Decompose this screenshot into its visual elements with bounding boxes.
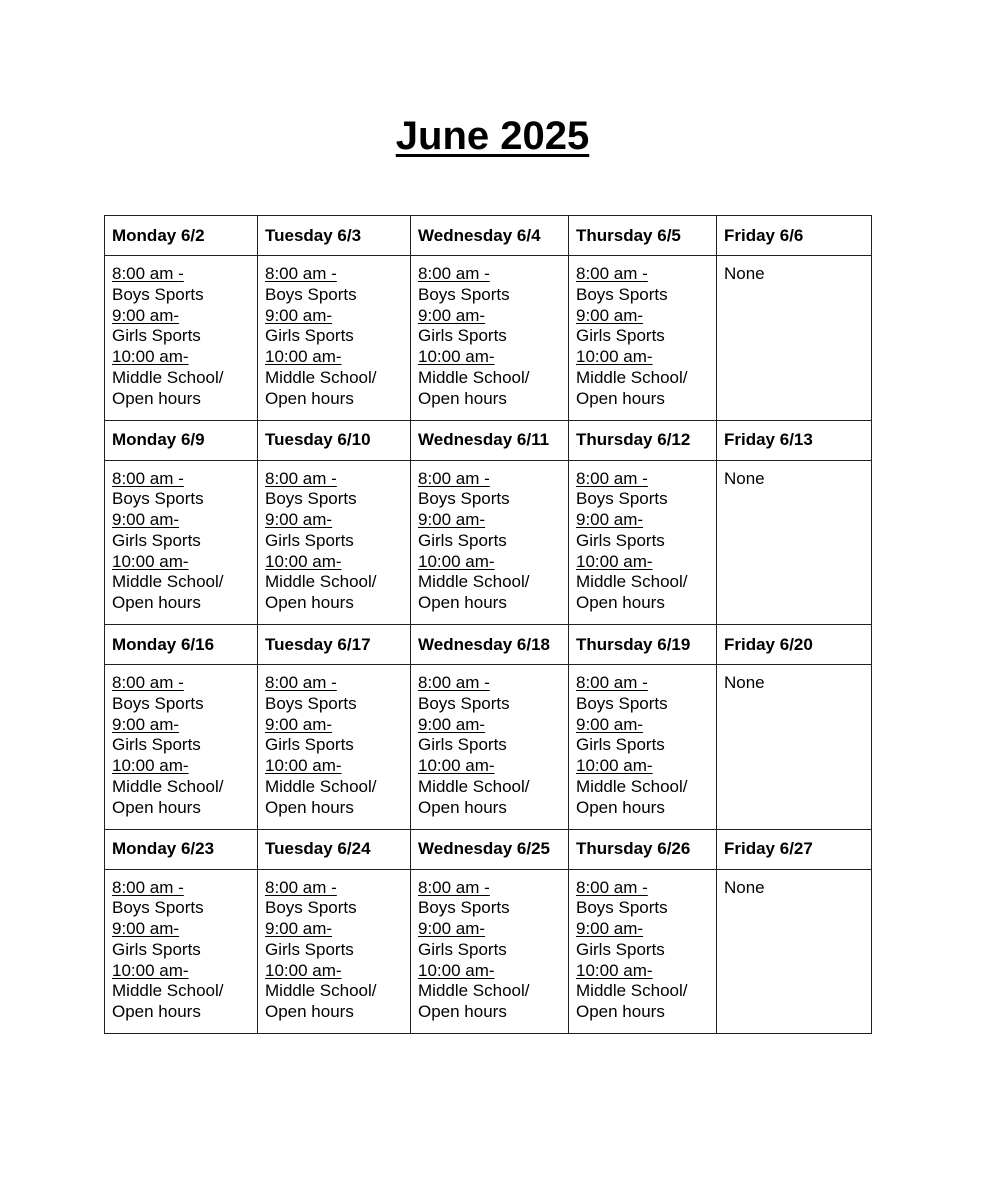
day-header-monday: Monday 6/23 <box>105 829 258 869</box>
event-girls-sports: Girls Sports <box>418 326 507 346</box>
time-slot-1: 8:00 am - <box>265 877 337 897</box>
day-header-tuesday: Tuesday 6/17 <box>258 625 411 665</box>
event-middle-school: Middle School/ <box>418 367 530 387</box>
day-header-monday: Monday 6/9 <box>105 420 258 460</box>
day-header-wednesday: Wednesday 6/11 <box>411 420 569 460</box>
time-slot-1: 8:00 am - <box>418 877 490 897</box>
time-slot-3: 10:00 am- <box>418 756 495 776</box>
time-slot-3: 10:00 am- <box>112 756 189 776</box>
event-middle-school: Middle School/ <box>265 367 377 387</box>
event-girls-sports: Girls Sports <box>112 939 201 959</box>
event-girls-sports: Girls Sports <box>576 326 665 346</box>
day-schedule-cell-thursday <box>569 256 717 421</box>
time-slot-1: 8:00 am - <box>576 264 648 283</box>
time-slot-3: 10:00 am- <box>576 960 653 980</box>
day-header-thursday: Thursday 6/5 <box>569 216 717 256</box>
day-header-monday: Monday 6/16 <box>105 625 258 665</box>
time-slot-1: 8:00 am - <box>112 468 184 488</box>
day-header-thursday: Thursday 6/12 <box>569 420 717 460</box>
event-girls-sports: Girls Sports <box>112 326 201 346</box>
event-open-hours: Open hours <box>576 593 665 613</box>
day-header-wednesday: Wednesday 6/25 <box>411 829 569 869</box>
day-schedule-cell-thursday <box>569 665 717 830</box>
event-boys-sports: Boys Sports <box>576 489 668 509</box>
event-middle-school: Middle School/ <box>112 981 224 1001</box>
day-schedule-cell-thursday <box>569 460 717 625</box>
day-schedule-cell-friday <box>717 869 872 1034</box>
day-schedule-cell-thursday <box>569 869 717 1034</box>
event-boys-sports: Boys Sports <box>265 693 357 713</box>
time-slot-2: 9:00 am- <box>576 510 644 530</box>
day-header-thursday: Thursday 6/19 <box>569 625 717 665</box>
day-schedule-cell-tuesday <box>258 665 411 830</box>
event-open-hours: Open hours <box>265 797 354 817</box>
time-slot-1: 8:00 am - <box>418 468 490 488</box>
event-middle-school: Middle School/ <box>418 776 530 796</box>
time-slot-3: 10:00 am- <box>112 551 189 571</box>
time-slot-1: 8:00 am - <box>418 264 490 283</box>
event-girls-sports: Girls Sports <box>576 530 665 550</box>
time-slot-2: 9:00 am- <box>112 919 180 939</box>
day-schedule-cell-wednesday <box>411 665 569 830</box>
time-slot-2: 9:00 am- <box>112 305 180 325</box>
event-open-hours: Open hours <box>265 593 354 613</box>
no-events-text: None <box>724 264 765 283</box>
day-header-thursday: Thursday 6/26 <box>569 829 717 869</box>
time-slot-3: 10:00 am- <box>418 960 495 980</box>
time-slot-2: 9:00 am- <box>576 919 644 939</box>
event-boys-sports: Boys Sports <box>265 898 357 918</box>
event-middle-school: Middle School/ <box>112 776 224 796</box>
time-slot-2: 9:00 am- <box>265 714 333 734</box>
event-boys-sports: Boys Sports <box>418 898 510 918</box>
time-slot-3: 10:00 am- <box>265 756 342 776</box>
event-boys-sports: Boys Sports <box>112 489 204 509</box>
event-boys-sports: Boys Sports <box>112 898 204 918</box>
event-middle-school: Middle School/ <box>112 367 224 387</box>
event-open-hours: Open hours <box>112 593 201 613</box>
time-slot-3: 10:00 am- <box>418 347 495 367</box>
event-open-hours: Open hours <box>418 388 507 408</box>
event-boys-sports: Boys Sports <box>265 284 357 304</box>
event-girls-sports: Girls Sports <box>418 530 507 550</box>
event-open-hours: Open hours <box>418 593 507 613</box>
time-slot-1: 8:00 am - <box>576 673 648 692</box>
day-header-wednesday: Wednesday 6/18 <box>411 625 569 665</box>
day-header-friday: Friday 6/27 <box>717 829 872 869</box>
time-slot-3: 10:00 am- <box>265 960 342 980</box>
time-slot-2: 9:00 am- <box>576 305 644 325</box>
event-open-hours: Open hours <box>112 388 201 408</box>
week-header-row <box>105 420 872 460</box>
event-open-hours: Open hours <box>418 1002 507 1022</box>
event-open-hours: Open hours <box>576 797 665 817</box>
time-slot-3: 10:00 am- <box>265 347 342 367</box>
day-schedule-cell-monday <box>105 460 258 625</box>
event-girls-sports: Girls Sports <box>265 939 354 959</box>
event-girls-sports: Girls Sports <box>576 735 665 755</box>
time-slot-1: 8:00 am - <box>265 468 337 488</box>
week-schedule-row <box>105 460 872 625</box>
time-slot-2: 9:00 am- <box>418 510 486 530</box>
time-slot-1: 8:00 am - <box>265 264 337 283</box>
day-header-tuesday: Tuesday 6/10 <box>258 420 411 460</box>
time-slot-2: 9:00 am- <box>112 714 180 734</box>
day-header-monday: Monday 6/2 <box>105 216 258 256</box>
event-open-hours: Open hours <box>265 388 354 408</box>
day-schedule-cell-friday <box>717 665 872 830</box>
day-schedule-cell-tuesday <box>258 256 411 421</box>
time-slot-1: 8:00 am - <box>418 673 490 692</box>
day-schedule-cell-tuesday <box>258 460 411 625</box>
event-girls-sports: Girls Sports <box>112 735 201 755</box>
event-boys-sports: Boys Sports <box>112 693 204 713</box>
event-boys-sports: Boys Sports <box>576 284 668 304</box>
event-middle-school: Middle School/ <box>265 572 377 592</box>
day-header-wednesday: Wednesday 6/4 <box>411 216 569 256</box>
day-header-friday: Friday 6/6 <box>717 216 872 256</box>
day-schedule-cell-monday <box>105 256 258 421</box>
week-schedule-row <box>105 665 872 830</box>
event-middle-school: Middle School/ <box>418 981 530 1001</box>
event-middle-school: Middle School/ <box>418 572 530 592</box>
day-schedule-cell-wednesday <box>411 869 569 1034</box>
time-slot-2: 9:00 am- <box>418 305 486 325</box>
time-slot-2: 9:00 am- <box>418 714 486 734</box>
time-slot-1: 8:00 am - <box>112 877 184 897</box>
event-girls-sports: Girls Sports <box>265 326 354 346</box>
event-open-hours: Open hours <box>112 797 201 817</box>
week-schedule-row <box>105 869 872 1034</box>
time-slot-1: 8:00 am - <box>112 264 184 283</box>
event-boys-sports: Boys Sports <box>265 489 357 509</box>
event-middle-school: Middle School/ <box>576 776 688 796</box>
time-slot-3: 10:00 am- <box>265 551 342 571</box>
event-middle-school: Middle School/ <box>265 981 377 1001</box>
time-slot-1: 8:00 am - <box>576 468 648 488</box>
event-girls-sports: Girls Sports <box>265 735 354 755</box>
no-events-text: None <box>724 673 765 692</box>
time-slot-2: 9:00 am- <box>112 510 180 530</box>
day-header-friday: Friday 6/20 <box>717 625 872 665</box>
event-boys-sports: Boys Sports <box>418 693 510 713</box>
event-middle-school: Middle School/ <box>112 572 224 592</box>
week-header-row <box>105 829 872 869</box>
event-open-hours: Open hours <box>112 1002 201 1022</box>
week-schedule-row <box>105 256 872 421</box>
day-header-tuesday: Tuesday 6/24 <box>258 829 411 869</box>
event-boys-sports: Boys Sports <box>576 693 668 713</box>
time-slot-3: 10:00 am- <box>112 960 189 980</box>
time-slot-2: 9:00 am- <box>418 919 486 939</box>
event-middle-school: Middle School/ <box>265 776 377 796</box>
schedule-table <box>104 215 872 1034</box>
event-open-hours: Open hours <box>576 1002 665 1022</box>
event-boys-sports: Boys Sports <box>418 284 510 304</box>
event-middle-school: Middle School/ <box>576 367 688 387</box>
time-slot-3: 10:00 am- <box>576 756 653 776</box>
event-boys-sports: Boys Sports <box>576 898 668 918</box>
day-schedule-cell-monday <box>105 869 258 1034</box>
day-schedule-cell-wednesday <box>411 460 569 625</box>
day-header-friday: Friday 6/13 <box>717 420 872 460</box>
day-schedule-cell-friday <box>717 256 872 421</box>
event-girls-sports: Girls Sports <box>418 735 507 755</box>
event-open-hours: Open hours <box>576 388 665 408</box>
time-slot-1: 8:00 am - <box>112 673 184 692</box>
time-slot-3: 10:00 am- <box>418 551 495 571</box>
event-open-hours: Open hours <box>265 1002 354 1022</box>
day-schedule-cell-tuesday <box>258 869 411 1034</box>
time-slot-2: 9:00 am- <box>265 919 333 939</box>
event-open-hours: Open hours <box>418 797 507 817</box>
day-schedule-cell-friday <box>717 460 872 625</box>
event-boys-sports: Boys Sports <box>418 489 510 509</box>
no-events-text: None <box>724 877 765 897</box>
time-slot-1: 8:00 am - <box>265 673 337 692</box>
event-girls-sports: Girls Sports <box>112 530 201 550</box>
event-middle-school: Middle School/ <box>576 572 688 592</box>
no-events-text: None <box>724 468 765 488</box>
event-girls-sports: Girls Sports <box>576 939 665 959</box>
page-title: June 2025 <box>395 114 590 158</box>
event-girls-sports: Girls Sports <box>265 530 354 550</box>
event-middle-school: Middle School/ <box>576 981 688 1001</box>
day-schedule-cell-monday <box>105 665 258 830</box>
time-slot-3: 10:00 am- <box>576 347 653 367</box>
time-slot-2: 9:00 am- <box>265 510 333 530</box>
day-header-tuesday: Tuesday 6/3 <box>258 216 411 256</box>
time-slot-3: 10:00 am- <box>112 347 189 367</box>
week-header-row <box>105 625 872 665</box>
day-schedule-cell-wednesday <box>411 256 569 421</box>
time-slot-2: 9:00 am- <box>576 714 644 734</box>
event-girls-sports: Girls Sports <box>418 939 507 959</box>
time-slot-1: 8:00 am - <box>576 877 648 897</box>
week-header-row <box>105 216 872 256</box>
event-boys-sports: Boys Sports <box>112 284 204 304</box>
time-slot-3: 10:00 am- <box>576 551 653 571</box>
time-slot-2: 9:00 am- <box>265 305 333 325</box>
